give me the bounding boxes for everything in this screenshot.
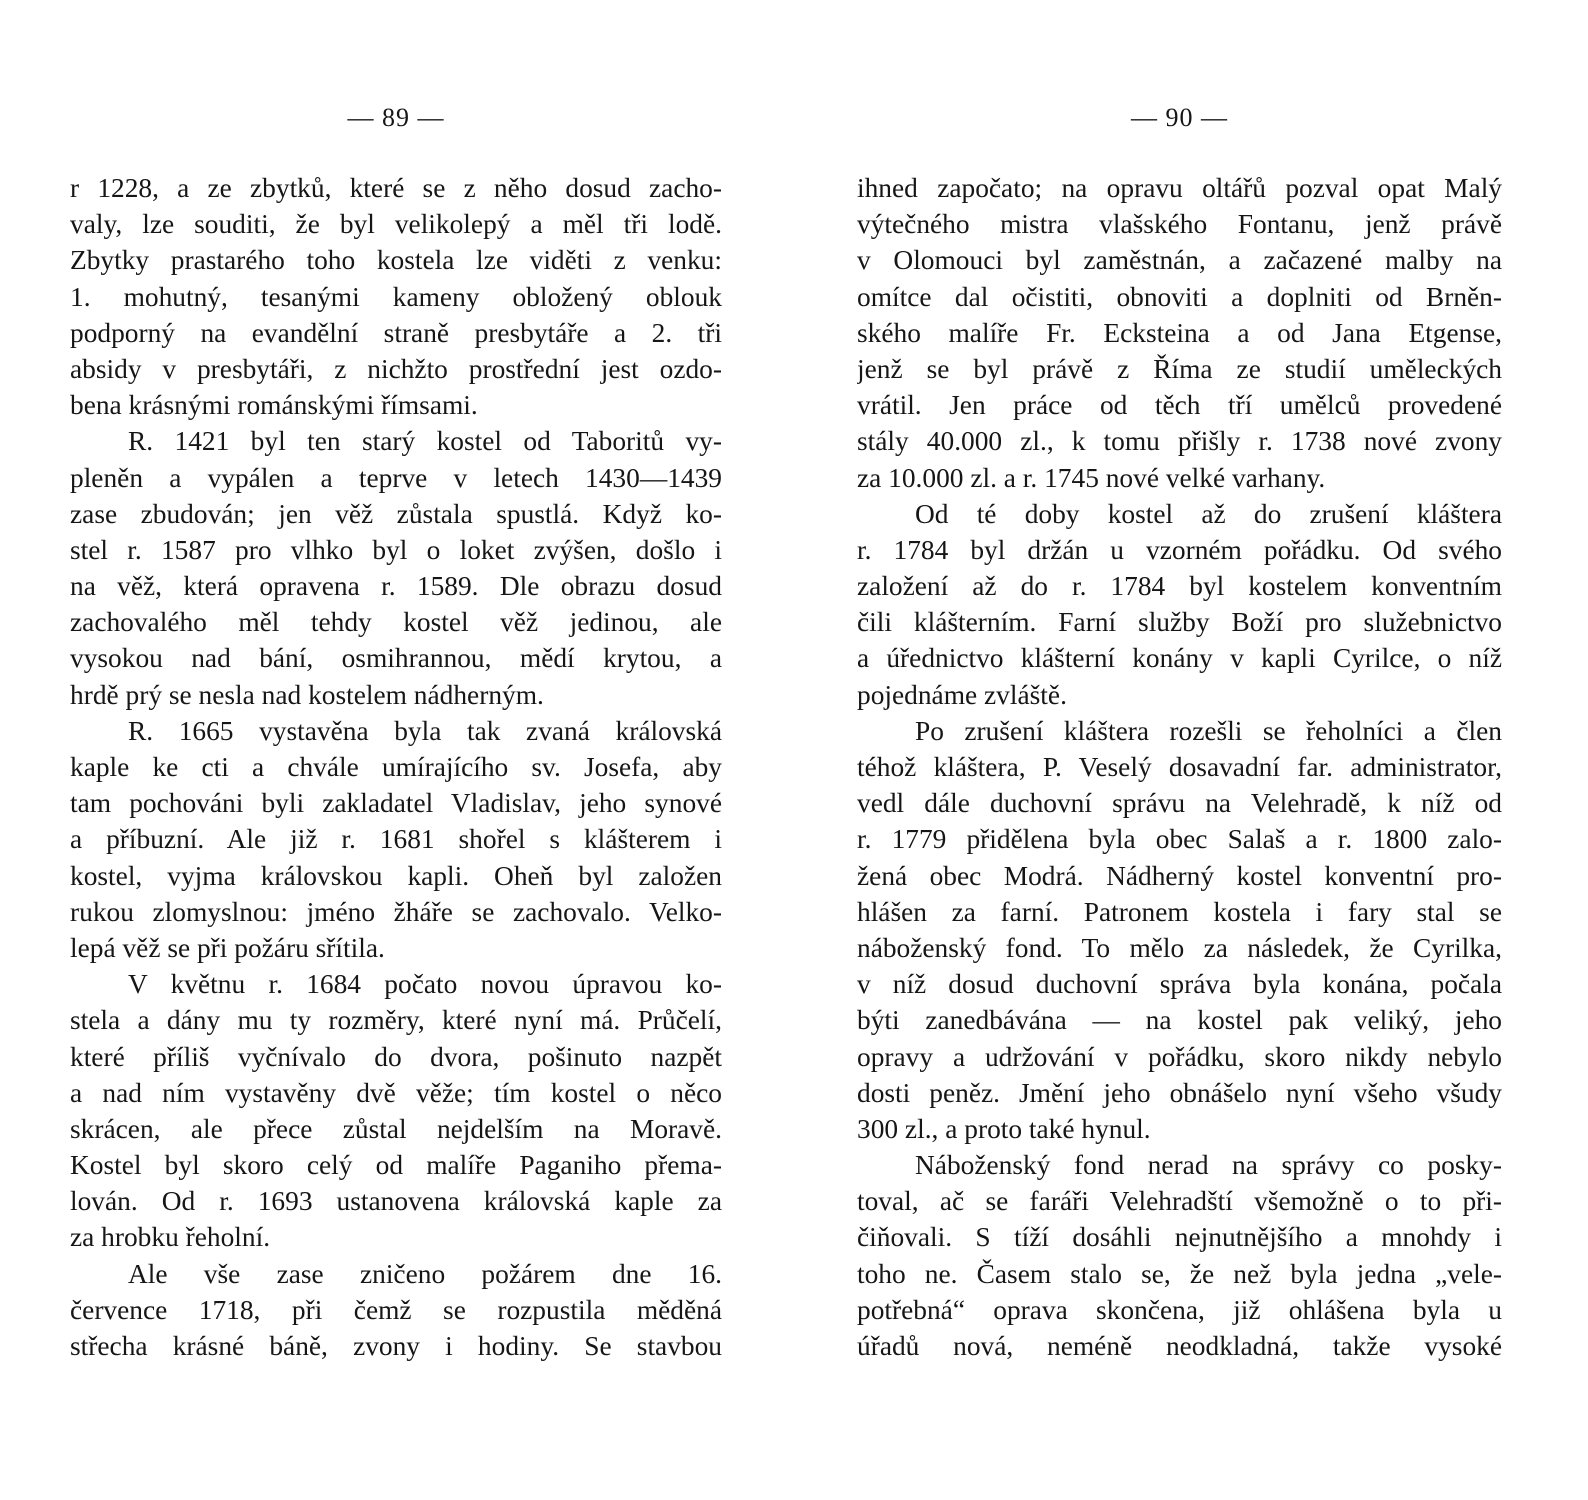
left-page [70,0,722,1500]
text-line: stel r. 1587 pro vlhko byl o loket zvýšen, došlo i [70,534,722,565]
text-line: R. 1665 vystavěna byla tak zvaná královská [128,715,722,746]
text-line: července 1718, při čemž se rozpustila měděná [70,1294,722,1325]
text-line: stály 40.000 zl., k tomu přišly r. 1738 nové zvony [857,426,1502,457]
text-line: toval, ač se faráři Velehradští všemožně o to při- [857,1186,1502,1217]
text-line: Náboženský fond nerad na správy co posky- [915,1150,1502,1181]
text-line: za 10.000 zl. a r. 1745 nové velké varhany. [857,462,1326,493]
text-line: r 1228, a ze zbytků, které se z něho dosud zacho- [70,173,722,203]
text-line: které příliš vyčnívalo do dvora, pošinuto nazpět [70,1041,722,1072]
text-line: vrátil. Jen práce od těch tří umělců provedené [857,390,1502,421]
text-line: r. 1784 byl držán u vzorném pořádku. Od svého [857,534,1502,565]
text-line: r. 1779 přidělena byla obec Salaš a r. 1800 zalo- [857,824,1502,855]
text-line: Po zrušení kláštera rozešli se řeholníci a člen [915,715,1502,746]
text-line: bena krásnými románskými římsami. [70,390,478,421]
text-line: Kostel byl skoro celý od malíře Paganiho přema- [70,1150,722,1181]
text-line: na věž, která opravena r. 1589. Dle obrazu dosud [70,571,722,602]
text-line: Zbytky prastarého toho kostela lze viděti z venku: [70,245,722,276]
text-line: valy, lze souditi, že byl velikolepý a měl tři lodě. [70,209,722,240]
text-line: ihned započato; na opravu oltářů pozval opat Malý [857,173,1502,203]
text-line: a úřednictvo klášterní konány v kapli Cyrilce, o níž [857,643,1502,674]
text-line: v níž dosud duchovní správa byla konána, počala [857,969,1502,1000]
text-line: stela a dány mu ty rozměry, které nyní má. Průčelí, [70,1005,722,1036]
text-line: skrácen, ale přece zůstal nejdelším na Moravě. [70,1113,722,1144]
page-number: — 89 — [347,103,445,132]
right-page [857,0,1502,1500]
text-line: téhož kláštera, P. Veselý dosavadní far. administrator, [857,752,1502,782]
text-line: náboženský fond. To mělo za následek, že Cyrilka, [857,932,1502,963]
text-line: absidy v presbytáři, z nichžto prostřední jest ozdo- [70,353,722,384]
text-line: žená obec Modrá. Nádherný kostel konventní pro- [857,860,1502,891]
text-line: 300 zl., a proto také hynul. [857,1113,1151,1144]
text-line: R. 1421 byl ten starý kostel od Taboritů vy- [128,426,722,457]
text-line: zachovalého měl tehdy kostel věž jedinou, ale [70,607,722,638]
text-line: V květnu r. 1684 počato novou úpravou ko- [128,969,722,1000]
text-line: potřebná“ oprava skončena, již ohlášena byla u [857,1294,1502,1325]
text-line: lepá věž se při požáru sřítila. [70,932,385,963]
text-line: dosti peněz. Jmění jeho obnášelo nyní všeho všudy [857,1077,1502,1108]
text-line: ského malíře Fr. Ecksteina a od Jana Etgense, [857,317,1502,348]
text-line: hrdě prý se nesla nad kostelem nádherným. [70,679,544,710]
text-line: v Olomouci byl zaměstnán, a začazené malby na [857,245,1502,276]
text-line: čili klášterním. Farní služby Boží pro služebnictvo [857,607,1502,638]
text-line: pojednáme zvláště. [857,679,1067,710]
text-line: čiňovali. S tíží dosáhli nejnutnějšího a mnohdy i [857,1222,1502,1253]
text-line: opravy a udržování v pořádku, skoro nikdy nebylo [857,1041,1502,1072]
text-line: a nad ním vystavěny dvě věže; tím kostel o něco [70,1077,722,1108]
text-line: omítce dal očistiti, obnoviti a doplniti od Brněn- [857,281,1502,312]
text-line: kaple ke cti a chvále umírajícího sv. Josefa, aby [70,752,722,782]
text-line: vysokou nad bání, osmihrannou, mědí krytou, a [70,643,722,674]
text-line: rukou zlomyslnou: jméno žháře se zachovalo. Velko- [70,896,722,927]
text-line: hlášen za farní. Patronem kostela i fary stal se [857,896,1502,927]
text-line: podporný na evandělní straně presbytáře a 2. tři [70,317,722,348]
text-line: pleněn a vypálen a teprve v letech 1430—1439 [70,462,722,493]
text-line: a příbuzní. Ale již r. 1681 shořel s klášterem i [70,824,722,855]
page-text [70,170,722,1364]
text-line: výtečného mistra vlašského Fontanu, jenž právě [857,209,1502,240]
text-line: jenž se byl právě z Říma ze studií uměleckých [857,353,1502,384]
page-text [857,170,1502,1364]
text-line: Od té doby kostel až do zrušení kláštera [915,498,1502,529]
text-line: vedl dále duchovní správu na Velehradě, k níž od [857,788,1502,819]
text-line: založení až do r. 1784 byl kostelem konventním [857,571,1502,602]
text-line: tam pochováni byli zakladatel Vladislav, jeho synové [70,788,722,819]
text-line: zase zbudován; jen věž zůstala spustlá. Když ko- [70,498,722,529]
text-line: úřadů nová, neméně neodkladná, takže vysoké [857,1331,1502,1361]
text-line: kostel, vyjma královskou kapli. Oheň byl založen [70,860,722,891]
text-line: 1. mohutný, tesanými kameny obložený oblouk [70,281,722,312]
text-line: střecha krásné báně, zvony i hodiny. Se stavbou [70,1331,722,1361]
text-line: býti zanedbávána — na kostel pak veliký, jeho [857,1005,1502,1036]
text-line: za hrobku řeholní. [70,1222,271,1253]
text-line: toho ne. Časem stalo se, že než byla jedna „vele- [857,1258,1502,1289]
text-line: lován. Od r. 1693 ustanovena královská kaple za [70,1186,722,1217]
page-number: — 90 — [1131,103,1228,132]
text-line: Ale vše zase zničeno požárem dne 16. [128,1258,722,1289]
